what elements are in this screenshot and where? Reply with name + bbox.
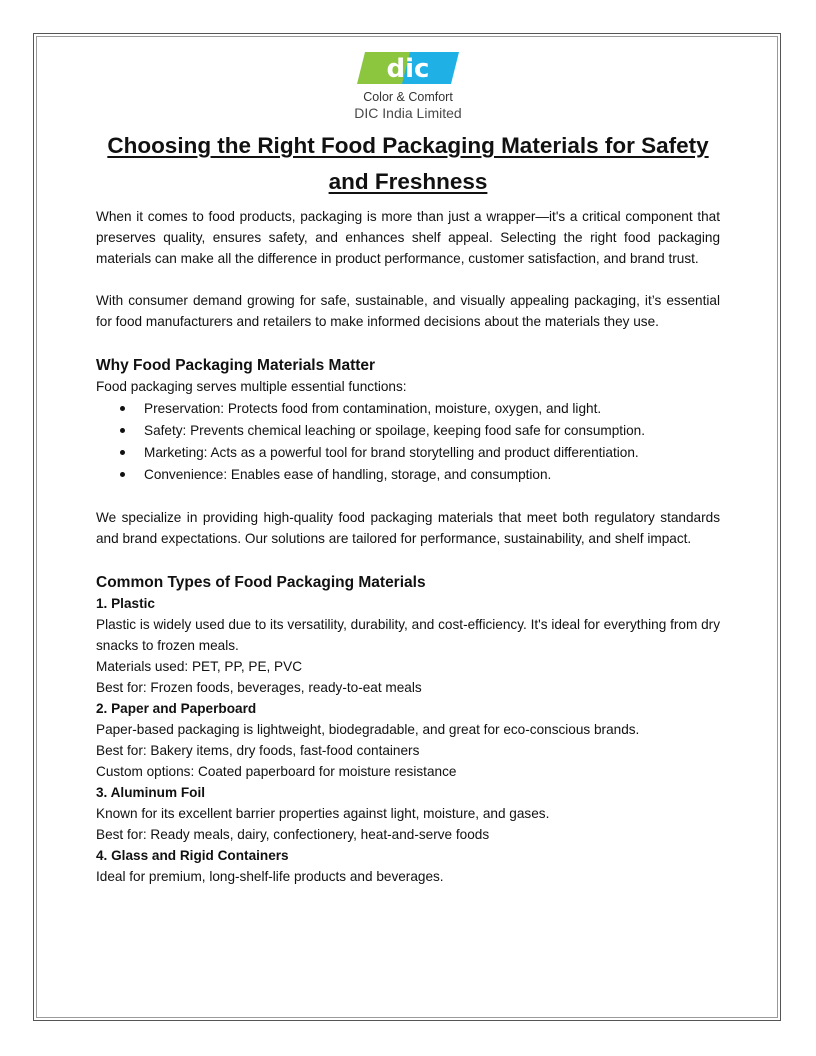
paper-best-for: Best for: Bakery items, dry foods, fast-food containers [96, 743, 420, 758]
type-title-glass: 4. Glass and Rigid Containers [96, 848, 289, 863]
intro-paragraph-1: When it comes to food products, packaging is more than just a wrapper—it's a critical component that preserves quality, ensures safety, and enhances shelf appeal. Selecting the right food packaging materials can make all the difference in product performance, customer satisfaction, and brand trust. [96, 209, 720, 266]
glass-description: Ideal for premium, long-shelf-life products and beverages. [96, 869, 444, 884]
type-title-plastic: 1. Plastic [96, 596, 155, 611]
why-heading: Why Food Packaging Materials Matter [96, 357, 376, 374]
aluminum-description: Known for its excellent barrier properties against light, moisture, and gases. [96, 806, 550, 821]
paper-custom-options: Custom options: Coated paperboard for moisture resistance [96, 764, 457, 779]
paper-description: Paper-based packaging is lightweight, biodegradable, and great for eco-conscious brands. [96, 722, 640, 737]
logo-tagline: Color & Comfort [363, 90, 453, 104]
type-title-paper: 2. Paper and Paperboard [96, 701, 257, 716]
plastic-description: Plastic is widely used due to its versatility, durability, and cost-efficiency. It's ideal for everything from dry snacks to frozen meals. [96, 617, 720, 653]
list-item: Marketing: Acts as a powerful tool for brand storytelling and product differentiation. [96, 442, 720, 464]
list-item: Convenience: Enables ease of handling, storage, and consumption. [96, 464, 720, 486]
logo-mark-text: dic [386, 54, 430, 84]
type-title-aluminum: 3. Aluminum Foil [96, 785, 206, 800]
dic-logo-mark [354, 48, 462, 88]
functions-list [96, 398, 720, 486]
list-item: Preservation: Protects food from contamination, moisture, oxygen, and light. [96, 398, 720, 420]
company-logo [330, 48, 486, 121]
plastic-materials: Materials used: PET, PP, PE, PVC [96, 659, 303, 674]
aluminum-best-for: Best for: Ready meals, dairy, confectionery, heat-and-serve foods [96, 827, 490, 842]
company-name: DIC India Limited [354, 105, 462, 121]
why-lead: Food packaging serves multiple essential functions: [96, 379, 407, 394]
article-body [96, 206, 720, 887]
why-closing: We specialize in providing high-quality food packaging materials that meet both regulatory standards and brand expectations. Our solutions are tailored for performance, sustainability, and shelf impact. [96, 510, 720, 546]
types-heading: Common Types of Food Packaging Materials [96, 574, 426, 591]
intro-paragraph-2: With consumer demand growing for safe, sustainable, and visually appealing packaging, it’s essential for food manufacturers and retailers to make informed decisions about the materials they use. [96, 293, 720, 329]
list-item: Safety: Prevents chemical leaching or spoilage, keeping food safe for consumption. [96, 420, 720, 442]
page-title: Choosing the Right Food Packaging Materials for Safety and Freshness [107, 133, 709, 194]
plastic-best-for: Best for: Frozen foods, beverages, ready-to-eat meals [96, 680, 422, 695]
